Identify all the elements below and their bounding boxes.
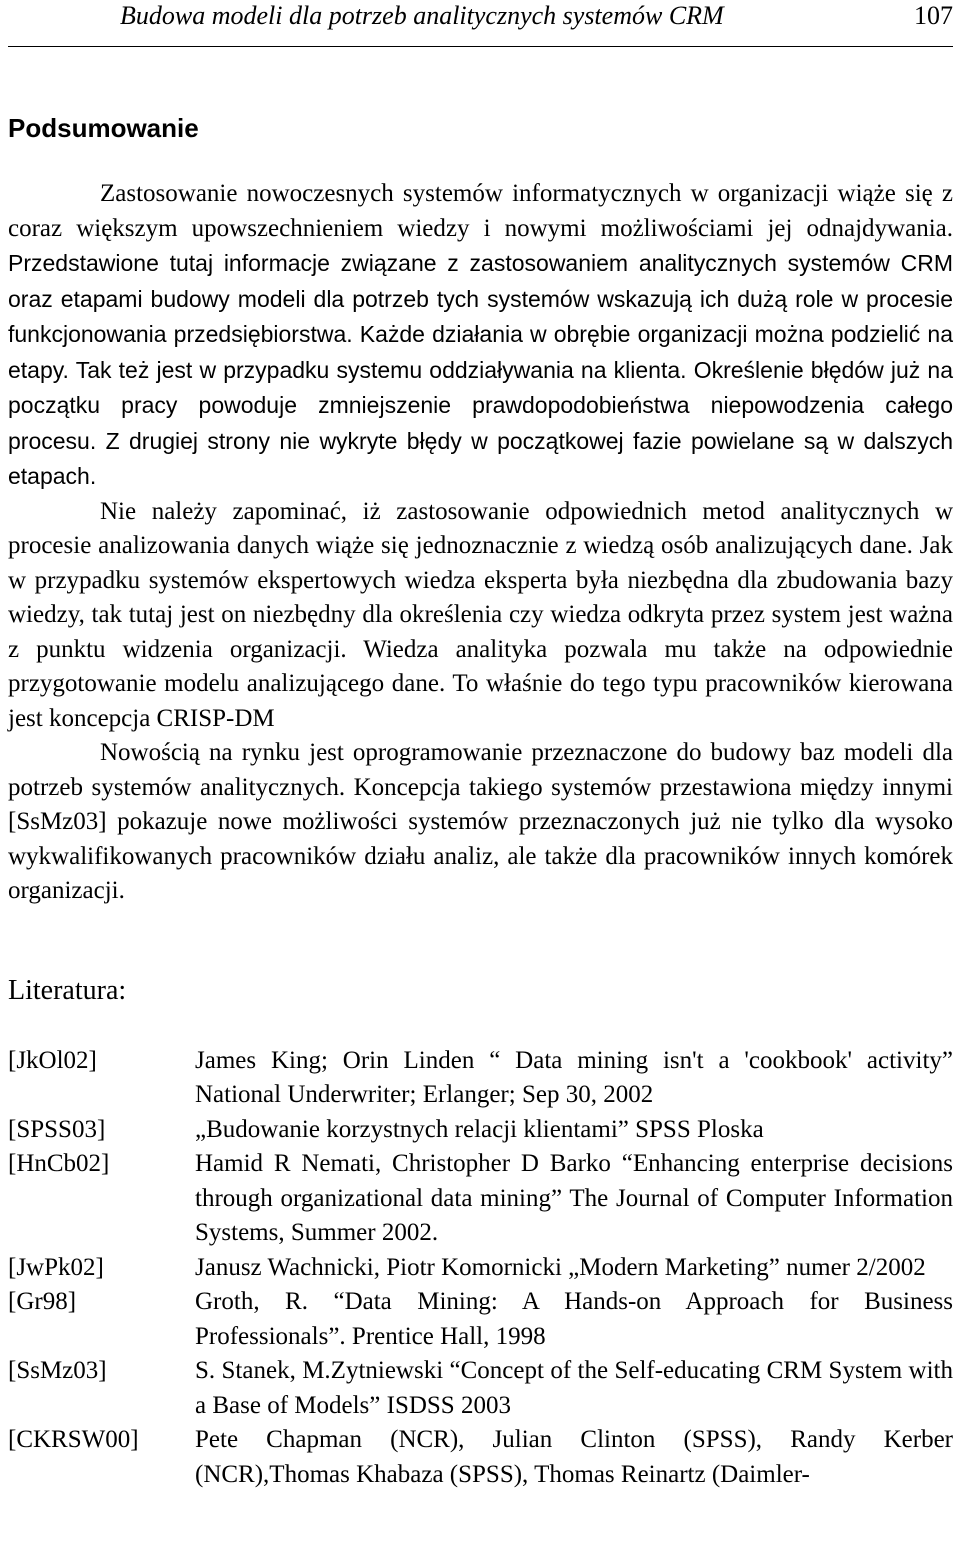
reference-item <box>8 1354 953 1423</box>
reference-text: „Budowanie korzystnych relacji klientami” SPSS Ploska <box>195 1115 764 1143</box>
reference-text: Pete Chapman (NCR), Julian Clinton (SPSS), Randy Kerber (NCR),Thomas Khabaza (SPSS), Thomas Reinartz (Daimler- <box>195 1426 953 1488</box>
running-header <box>8 0 953 47</box>
reference-item <box>8 1113 953 1148</box>
reference-key: [CKRSW00] <box>8 1426 139 1453</box>
reference-text: James King; Orin Linden “ Data mining isn't a 'cookbook' activity” National Underwriter; Erlanger; Sep 30, 2002 <box>195 1046 953 1108</box>
page-number: 107 <box>914 1 953 30</box>
page <box>8 0 953 1492</box>
reference-text: Hamid R Nemati, Christopher D Barko “Enhancing enterprise decisions through organizational data mining” The Journal of Computer Information Systems, Summer 2002. <box>195 1150 953 1246</box>
reference-text: S. Stanek, M.Zytniewski “Concept of the Self-educating CRM System with a Base of Models” ISDSS 2003 <box>195 1357 953 1419</box>
reference-item <box>8 1044 953 1113</box>
reference-key: [HnCb02] <box>8 1150 110 1177</box>
reference-key: [Gr98] <box>8 1288 77 1315</box>
summary-paragraph-1-sans: Przedstawione tutaj informacje związane z zastosowaniem analitycznych systemów CRM oraz etapami budowy modeli dla potrzeb tych systemów wskazują ich dużą role w procesie funkcjonowania przedsiębiorstwa. Każde działania w obrębie organizacji można podzielić na etapy. Tak też jest w przypadku systemu oddziaływania na klienta. Określenie błędów już na początku pracy powoduje zmniejszenie prawdopodobieństwa niepowodzenia całego procesu. Z drugiej strony nie wykryte błędy w początkowej fazie powielane są w dalszych etapach. <box>8 250 953 489</box>
reference-key: [JkOl02] <box>8 1046 97 1074</box>
reference-item <box>8 1251 953 1286</box>
reference-item <box>8 1423 953 1492</box>
reference-text: Groth, R. “Data Mining: A Hands-on Approach for Business Professionals”. Prentice Hall, 1998 <box>195 1288 953 1350</box>
reference-key: [SsMz03] <box>8 1357 107 1384</box>
summary-paragraph-3: Nowością na rynku jest oprogramowanie przeznaczone do budowy baz modeli dla potrzeb systemów analitycznych. Koncepcja takiego systemów przestawiona między innymi [SsMz03] pokazuje nowe możliwości systemów przeznaczonych już nie tylko dla wysoko wykwalifikowanych pracowników działu analiz, ale także dla pracowników innych komórek organizacji. <box>8 739 953 904</box>
reference-key: [JwPk02] <box>8 1253 104 1281</box>
summary-paragraph-2: Nie należy zapominać, iż zastosowanie odpowiednich metod analitycznych w procesie analizowania danych wiąże się jednoznacznie z wiedzą osób analizujących dane. Jak w przypadku systemów ekspertowych wiedza eksperta była niezbędna dla zbudowania bazy wiedzy, tak tutaj jest on niezbędny dla określenia czy wiedza odkryta przez system jest ważna z punktu widzenia organizacji. Wiedza analityka pozwala mu także na odpowiednie przygotowanie modelu analizującego dane. To właśnie do tego typu pracowników kierowana jest koncepcja CRISP-DM <box>8 497 953 732</box>
reference-item <box>8 1285 953 1354</box>
summary-body <box>8 177 953 909</box>
reference-key: [SPSS03] <box>8 1115 106 1143</box>
section-heading-summary: Podsumowanie <box>8 113 199 143</box>
summary-paragraph-1-serif: Zastosowanie nowoczesnych systemów informatycznych w organizacji wiąże się z coraz większym upowszechnieniem wiedzy i nowymi możliwościami jej odnajdywania. <box>8 180 953 242</box>
running-header-title: Budowa modeli dla potrzeb analitycznych systemów CRM <box>120 1 724 30</box>
reference-item <box>8 1147 953 1251</box>
summary-paragraph-1 <box>8 177 953 495</box>
reference-text: Janusz Wachnicki, Piotr Komornicki „Modern Marketing” numer 2/2002 <box>195 1253 926 1281</box>
section-heading-literature: Literatura: <box>8 974 127 1006</box>
reference-list <box>8 1044 953 1493</box>
